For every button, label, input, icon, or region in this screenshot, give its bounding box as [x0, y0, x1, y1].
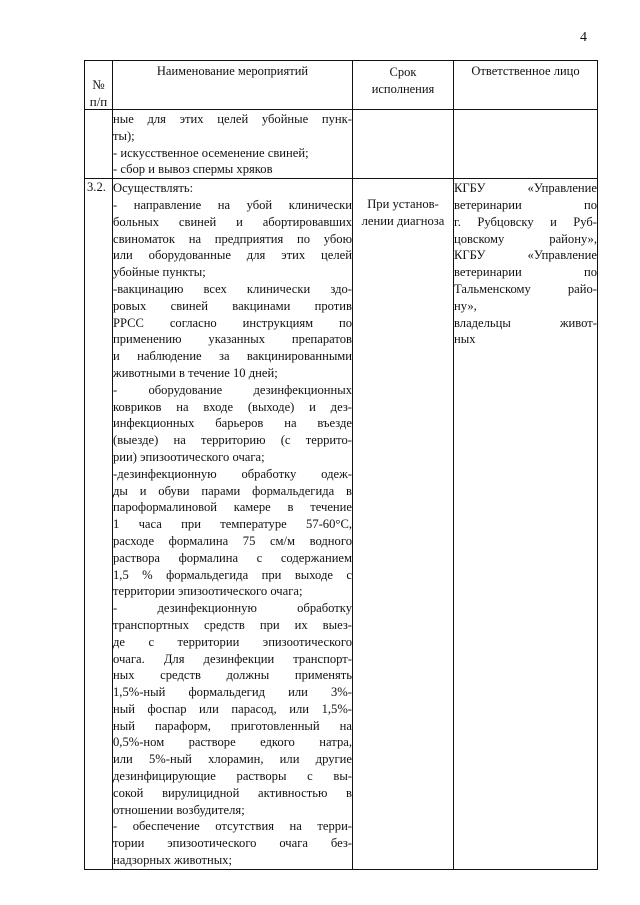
- row-number: 3.2.: [85, 179, 113, 870]
- responsible-line: г. Рубцовску и Руб-: [454, 214, 597, 229]
- header-term-line-2: исполнения: [371, 81, 435, 96]
- activity-line: очага. Для дезинфекции транспорт-: [113, 651, 352, 666]
- activity-line: 1,5%-ный формальдегид или 3%-: [113, 685, 352, 700]
- table-header-row: [85, 61, 598, 110]
- responsible-line: КГБУ «Управление: [454, 181, 597, 196]
- activity-line: ды и обуви парами формальдегида в: [113, 483, 352, 498]
- activity-cell: [113, 110, 353, 179]
- responsible-line: ных: [454, 332, 476, 347]
- responsible-lines: [454, 180, 597, 348]
- activity-line: или оборудованные для этих целей: [113, 248, 352, 263]
- activity-line: (выезде) на территорию (с террито-: [113, 433, 352, 448]
- activity-line: тории эпизоотического очага без-: [113, 836, 352, 851]
- table-row: [85, 110, 598, 179]
- activity-line: транспортных средств при их выез-: [113, 617, 352, 632]
- activity-line: - искусственное осеменение свиней;: [113, 145, 309, 160]
- activity-line: - сбор и вывоз спермы хряков: [113, 162, 273, 177]
- activity-line: применению указанных препаратов: [113, 332, 352, 347]
- activity-line: инфекционных барьеров на въезде: [113, 416, 352, 431]
- activity-line: РРСС согласно инструкциям по: [113, 315, 352, 330]
- measures-table: [84, 60, 598, 870]
- header-activity: Наименование мероприятий: [113, 61, 353, 110]
- term-cell: [353, 110, 454, 179]
- activity-lines: [113, 111, 352, 178]
- activity-line: рии) эпизоотического очага;: [113, 449, 265, 464]
- activity-line: раствора формалина с содержанием: [113, 550, 352, 565]
- activity-line: убойные пункты;: [113, 265, 206, 280]
- activity-cell: [113, 179, 353, 870]
- activity-line: ные для этих целей убойные пунк-: [113, 112, 352, 126]
- table-row: [85, 179, 598, 870]
- term-line: лении диагноза: [361, 213, 445, 228]
- activity-line: де с территории эпизоотического: [113, 634, 352, 649]
- header-term-line-1: Срок: [389, 65, 417, 79]
- header-number-line-1: №: [92, 77, 105, 92]
- header-term: [353, 61, 454, 110]
- activity-lines: [113, 180, 352, 869]
- activity-line: - обеспечение отсутствия на терри-: [113, 819, 352, 834]
- header-responsible: Ответственное лицо: [454, 61, 598, 110]
- activity-line: территории эпизоотического очага;: [113, 584, 303, 599]
- activity-line: ты);: [113, 128, 135, 143]
- activity-line: Осуществлять:: [113, 181, 194, 196]
- activity-line: - направление на убой клинически: [113, 197, 352, 212]
- activity-line: - дезинфекционную обработку: [113, 601, 352, 616]
- term-cell: [353, 179, 454, 870]
- activity-line: дезинфицирующие растворы с вы-: [113, 769, 352, 784]
- activity-line: отношении возбудителя;: [113, 802, 245, 817]
- header-number-line-2: п/п: [89, 93, 108, 109]
- header-number: [85, 61, 113, 110]
- activity-line: свиноматок на предприятия по убою: [113, 231, 352, 246]
- term-lines: [353, 196, 453, 230]
- responsible-line: ну»,: [454, 298, 477, 313]
- activity-line: животными в течение 10 дней;: [113, 365, 278, 380]
- responsible-cell: [454, 179, 598, 870]
- responsible-line: ветеринарии по: [454, 197, 597, 212]
- activity-line: ный параформ, приготовленный на: [113, 718, 352, 733]
- activity-line: и наблюдение за вакцинированными: [113, 349, 352, 364]
- activity-line: 0,5%-ном растворе едкого натра,: [113, 735, 352, 750]
- responsible-line: КГБУ «Управление: [454, 248, 597, 263]
- responsible-line: владельцы живот-: [454, 315, 597, 330]
- activity-line: 1 часа при температуре 57-60°С,: [113, 517, 352, 532]
- activity-line: больных свиней и абортировавших: [113, 214, 352, 229]
- activity-line: -вакцинацию всех клинически здо-: [113, 281, 352, 296]
- term-line: При установ-: [367, 197, 439, 212]
- page-number: 4: [580, 30, 587, 45]
- activity-line: ровых свиней вакцинами против: [113, 298, 352, 313]
- responsible-cell: [454, 110, 598, 179]
- activity-line: надзорных животных;: [113, 853, 232, 868]
- activity-line: ный фоспар или парасод, или 1,5%-: [113, 701, 352, 716]
- activity-line: ных средств должны применять: [113, 668, 352, 683]
- responsible-line: Тальменскому райо-: [454, 281, 597, 296]
- row-number: [85, 110, 113, 179]
- responsible-line: цовскому району»,: [454, 231, 597, 246]
- activity-line: сокой вирулицидной активностью в: [113, 785, 352, 800]
- activity-line: -дезинфекционную обработку одеж-: [113, 466, 352, 481]
- responsible-line: ветеринарии по: [454, 265, 597, 280]
- activity-line: пароформалиновой камере в течение: [113, 500, 352, 515]
- activity-line: - оборудование дезинфекционных: [113, 382, 352, 397]
- activity-line: расходе формалина 75 см/м водного: [113, 533, 352, 548]
- activity-line: или 5%-ный хлорамин, или другие: [113, 752, 352, 767]
- activity-line: ковриков на входе (выходе) и дез-: [113, 399, 352, 414]
- activity-line: 1,5 % формальдегида при выходе с: [113, 567, 352, 582]
